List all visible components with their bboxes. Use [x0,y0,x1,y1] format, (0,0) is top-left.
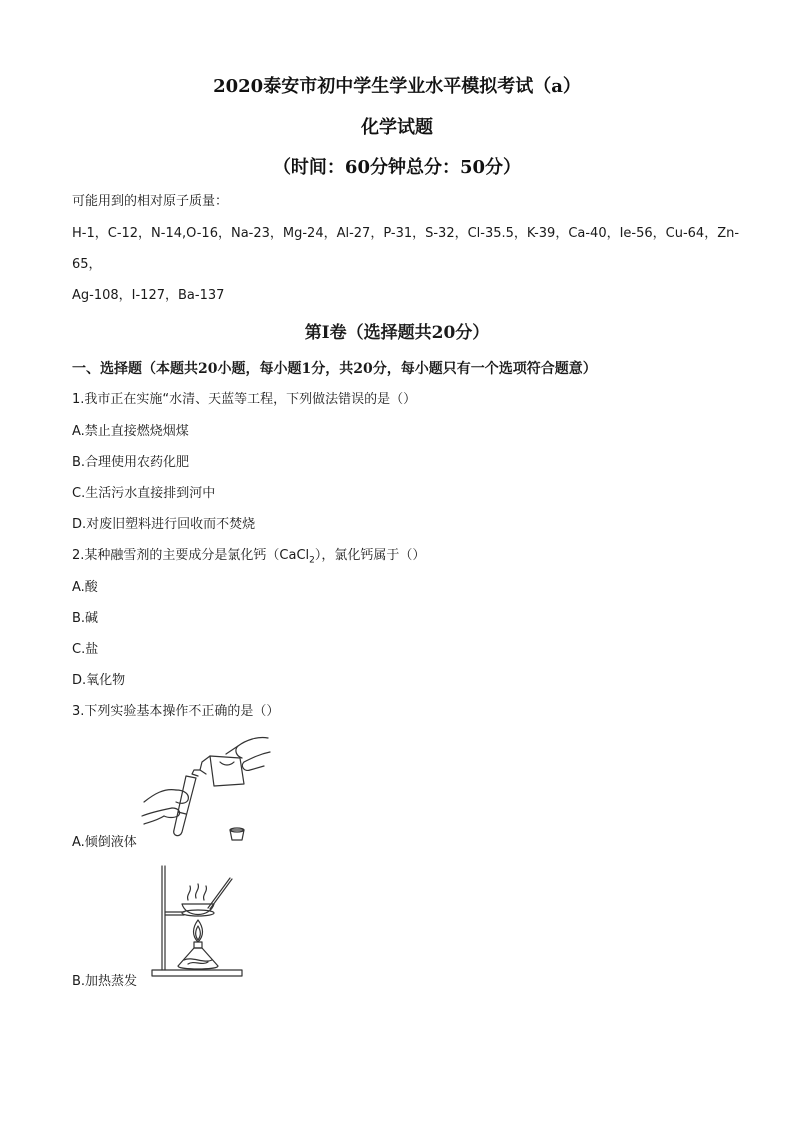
question-2-option-d: D.氧化物 [72,673,126,688]
time-info: （时间：60分钟总分：50分） [272,157,522,178]
heating-evaporation-illustration [148,860,248,980]
question-2-option-b: B.碱 [72,611,99,626]
pouring-liquid-illustration [140,732,280,847]
subject-title: 化学试题 [361,117,433,138]
section-instruction: 一、选择题（本题共20小题，每小题1分，共20分，每小题只有一个选项符合题意） [72,361,597,377]
atomic-mass-line-2: 65， [72,257,102,272]
question-1-option-a: A.禁止直接燃烧烟煤 [72,424,189,439]
question-2-option-a: A.酸 [72,580,98,595]
question-3-stem: 3.下列实验基本操作不正确的是（） [72,704,280,719]
section-title: 第Ⅰ卷（选择题共20分） [304,323,490,343]
question-1-option-c: C.生活污水直接排到河中 [72,486,216,501]
atomic-mass-label: 可能用到的相对原子质量： [72,194,229,209]
question-1-option-b: B.合理使用农药化肥 [72,455,190,470]
question-2-stem-post: ），氯化钙属于（） [314,548,426,563]
question-1-option-d: D.对废旧塑料进行回收而不焚烧 [72,517,256,532]
question-2-stem [72,547,425,570]
atomic-mass-line-3: Ag-108，I-127，Ba-137 [72,288,225,303]
question-2-option-c: C.盐 [72,642,99,657]
question-3-option-b: B.加热蒸发 [72,974,138,989]
question-2-stem-sub: 2 [309,555,315,566]
question-3-option-a: A.倾倒液体 [72,835,137,850]
exam-title: 2020泰安市初中学生学业水平模拟考试（a） [213,76,581,97]
question-2-stem-pre: 2.某种融雪剂的主要成分是氯化钙（CaCl [72,548,310,563]
atomic-mass-line-1: H-1，C-12，N-14,O-16，Na-23，Mg-24，Al-27，P-31，S-32，Cl-35.5，K-39，Ca-40，Ie-56，Cu-64，Zn- [72,226,740,241]
question-1-stem: 1.我市正在实施“水清、天蓝等工程，下列做法错误的是（） [72,392,417,407]
